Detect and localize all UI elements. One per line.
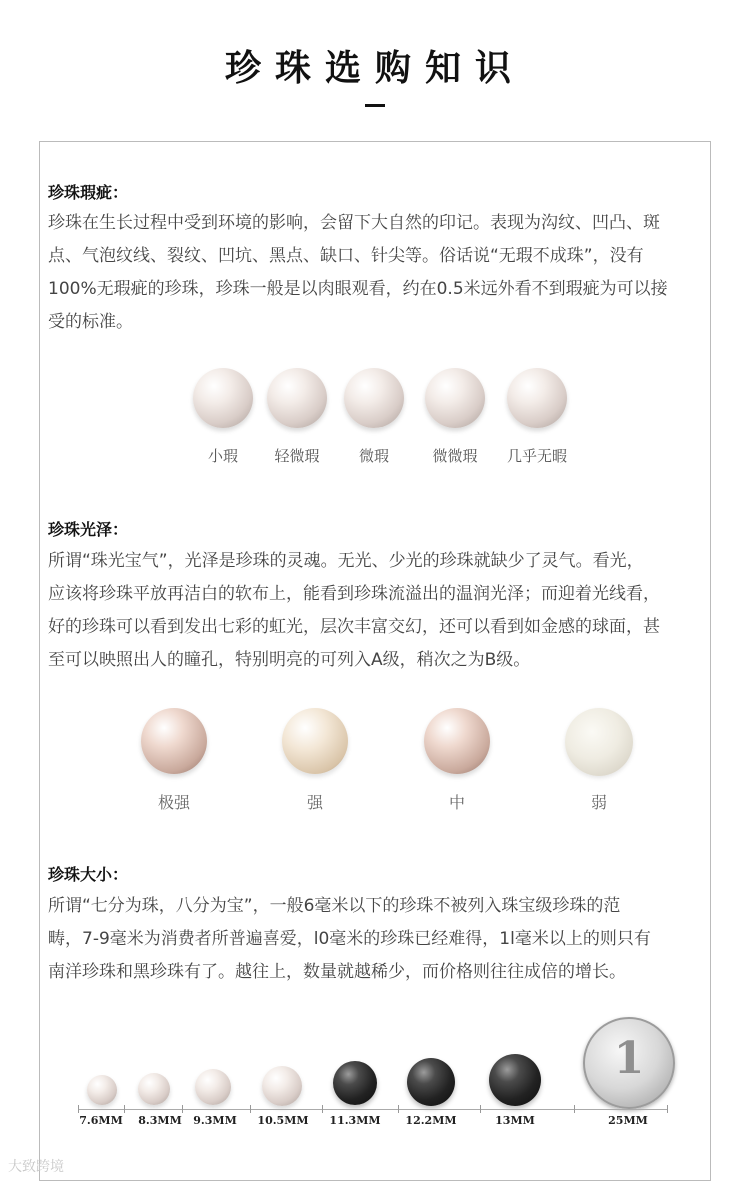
size-label: 13MM bbox=[495, 1114, 535, 1127]
size-heading: 珍珠大小： bbox=[48, 865, 129, 884]
size-label: 11.3MM bbox=[329, 1114, 381, 1127]
size-line: 南洋珍珠和黑珍珠有了。越往上，数量就越稀少，而价格则往往成倍的增长。 bbox=[48, 962, 626, 982]
luster-label: 极强 bbox=[157, 793, 190, 812]
pearl-image bbox=[138, 1073, 170, 1105]
flaw-paragraph bbox=[48, 207, 708, 339]
scale-tick bbox=[574, 1105, 575, 1113]
pearl-image bbox=[141, 708, 207, 774]
flaw-line: 珍珠在生长过程中受到环境的影响，会留下大自然的印记。表现为沟纹、凹凸、斑 bbox=[48, 213, 660, 233]
flaw-heading: 珍珠瑕疵： bbox=[48, 183, 129, 202]
luster-label: 强 bbox=[306, 793, 323, 812]
pearl-image bbox=[565, 708, 633, 776]
flaw-line: 受的标准。 bbox=[48, 312, 133, 332]
flaw-label: 几乎无暇 bbox=[506, 447, 567, 465]
luster-label: 中 bbox=[448, 793, 465, 812]
size-label: 10.5MM bbox=[257, 1114, 309, 1127]
scale-tick bbox=[667, 1105, 668, 1113]
watermark: 大致跨境 bbox=[8, 1159, 64, 1175]
size-label: 25MM bbox=[608, 1114, 648, 1127]
flaw-line: 100%无瑕疵的珍珠，珍珠一般是以肉眼观看，约在0.5米远外看不到瑕疵为可以接 bbox=[48, 279, 668, 299]
coin-image bbox=[583, 1017, 675, 1109]
scale-tick bbox=[124, 1105, 125, 1113]
scale-line bbox=[78, 1109, 668, 1110]
pearl-image bbox=[87, 1075, 117, 1105]
black-pearl-image bbox=[333, 1061, 377, 1105]
size-scale bbox=[78, 1105, 668, 1113]
pearl-image bbox=[344, 368, 404, 428]
flaw-label: 微瑕 bbox=[358, 447, 389, 465]
luster-line: 好的珍珠可以看到发出七彩的虹光，层次丰富交幻，还可以看到如金感的球面，甚 bbox=[48, 617, 660, 637]
page-title: 珍珠选购知识 bbox=[224, 47, 525, 89]
flaw-label: 微微瑕 bbox=[432, 447, 478, 465]
black-pearl-image bbox=[407, 1058, 455, 1106]
pearl-image bbox=[193, 368, 253, 428]
size-label: 12.2MM bbox=[405, 1114, 457, 1127]
luster-line: 应该将珍珠平放再洁白的软布上，能看到珍珠流溢出的温润光泽；而迎着光线看， bbox=[48, 584, 660, 604]
size-label: 9.3MM bbox=[193, 1114, 237, 1127]
size-label: 8.3MM bbox=[138, 1114, 182, 1127]
flaw-label: 轻微瑕 bbox=[274, 447, 320, 465]
flaw-label: 小瑕 bbox=[207, 447, 238, 465]
coin-denomination: 1 bbox=[613, 1033, 645, 1084]
scale-tick bbox=[182, 1105, 183, 1113]
scale-tick bbox=[398, 1105, 399, 1113]
pearl-image bbox=[507, 368, 567, 428]
scale-tick bbox=[250, 1105, 251, 1113]
pearl-image bbox=[425, 368, 485, 428]
luster-paragraph bbox=[48, 545, 708, 677]
scale-tick bbox=[480, 1105, 481, 1113]
scale-tick bbox=[322, 1105, 323, 1113]
black-pearl-image bbox=[489, 1054, 541, 1106]
size-paragraph bbox=[48, 890, 708, 989]
pearl-image bbox=[424, 708, 490, 774]
size-label: 7.6MM bbox=[79, 1114, 123, 1127]
size-line: 畴，7-9毫米为消费者所普遍喜爱，l0毫米的珍珠已经难得，1l毫米以上的则只有 bbox=[48, 929, 651, 949]
luster-label: 弱 bbox=[590, 793, 607, 812]
pearl-image bbox=[267, 368, 327, 428]
luster-heading: 珍珠光泽： bbox=[48, 520, 129, 539]
pearl-image bbox=[262, 1066, 302, 1106]
size-line: 所谓“七分为珠，八分为宝”，一般6毫米以下的珍珠不被列入珠宝级珍珠的范 bbox=[48, 896, 621, 916]
luster-line: 所谓“珠光宝气”，光泽是珍珠的灵魂。无光、少光的珍珠就缺少了灵气。看光， bbox=[48, 551, 644, 571]
luster-line: 至可以映照出人的瞳孔，特别明亮的可列入A级，稍次之为B级。 bbox=[48, 650, 531, 670]
scale-tick bbox=[78, 1105, 79, 1113]
pearl-image bbox=[282, 708, 348, 774]
pearl-image bbox=[195, 1069, 231, 1105]
title-underline bbox=[365, 104, 385, 107]
flaw-line: 点、气泡纹线、裂纹、凹坑、黑点、缺口、针尖等。俗话说“无瑕不成珠”，没有 bbox=[48, 246, 644, 266]
